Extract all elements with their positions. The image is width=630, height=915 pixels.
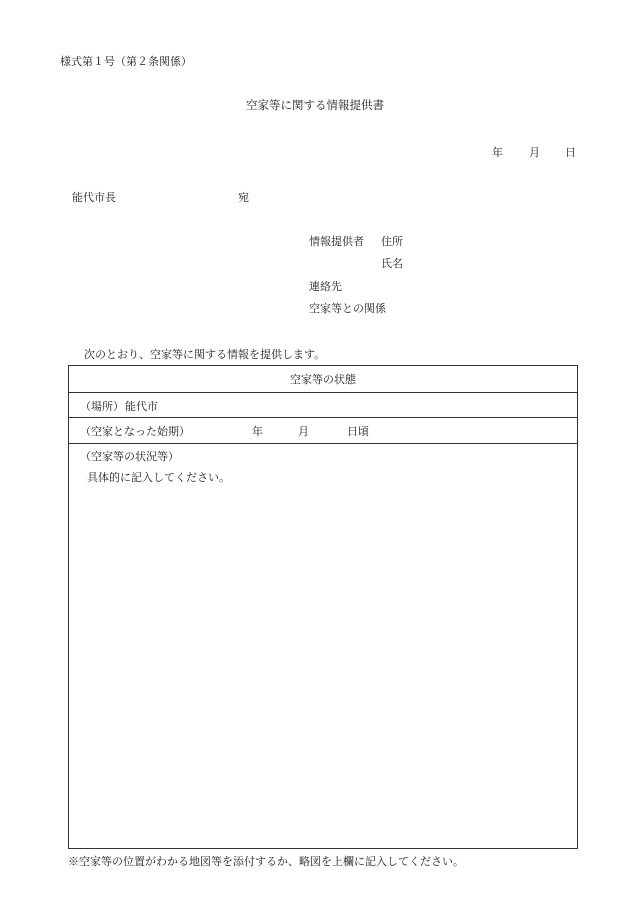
footnote: ※空家等の位置がわかる地図等を添付するか、略図を上欄に記入してください。 [68,855,464,868]
vacancy-start-year: 年 [252,425,263,438]
vacancy-start-row[interactable] [69,418,577,444]
provider-label: 情報提供者 [309,235,364,248]
location-row[interactable] [69,393,577,418]
status-table [68,365,578,849]
condition-row[interactable] [69,444,577,848]
date-day-field[interactable]: 日 [565,146,576,159]
table-header: 空家等の状態 [290,373,356,386]
date-year-field[interactable]: 年 [492,146,503,159]
provider-address-field[interactable]: 住所 [381,235,403,248]
condition-instruction: 具体的に記入してください。 [87,471,230,484]
vacancy-start-day: 日頃 [347,425,369,438]
addressee-suffix: 宛 [238,191,249,204]
intro-text: 次のとおり、空家等に関する情報を提供します。 [84,348,326,361]
document-title: 空家等に関する情報提供書 [246,98,384,112]
vacancy-start-label: （空家となった始期） [80,425,190,438]
date-month-field[interactable]: 月 [529,146,540,159]
provider-name-field[interactable]: 氏名 [381,257,403,270]
addressee-name: 能代市長 [72,191,116,204]
location-label: （場所） [80,400,124,413]
provider-contact-field[interactable]: 連絡先 [309,280,342,293]
location-value: 能代市 [125,400,158,413]
form-number: 様式第１号（第２条関係） [60,55,192,68]
condition-label: （空家等の状況等） [80,450,179,463]
vacancy-start-month: 月 [298,425,309,438]
provider-relation-field[interactable]: 空家等との関係 [309,302,386,315]
table-header-row [69,366,577,393]
